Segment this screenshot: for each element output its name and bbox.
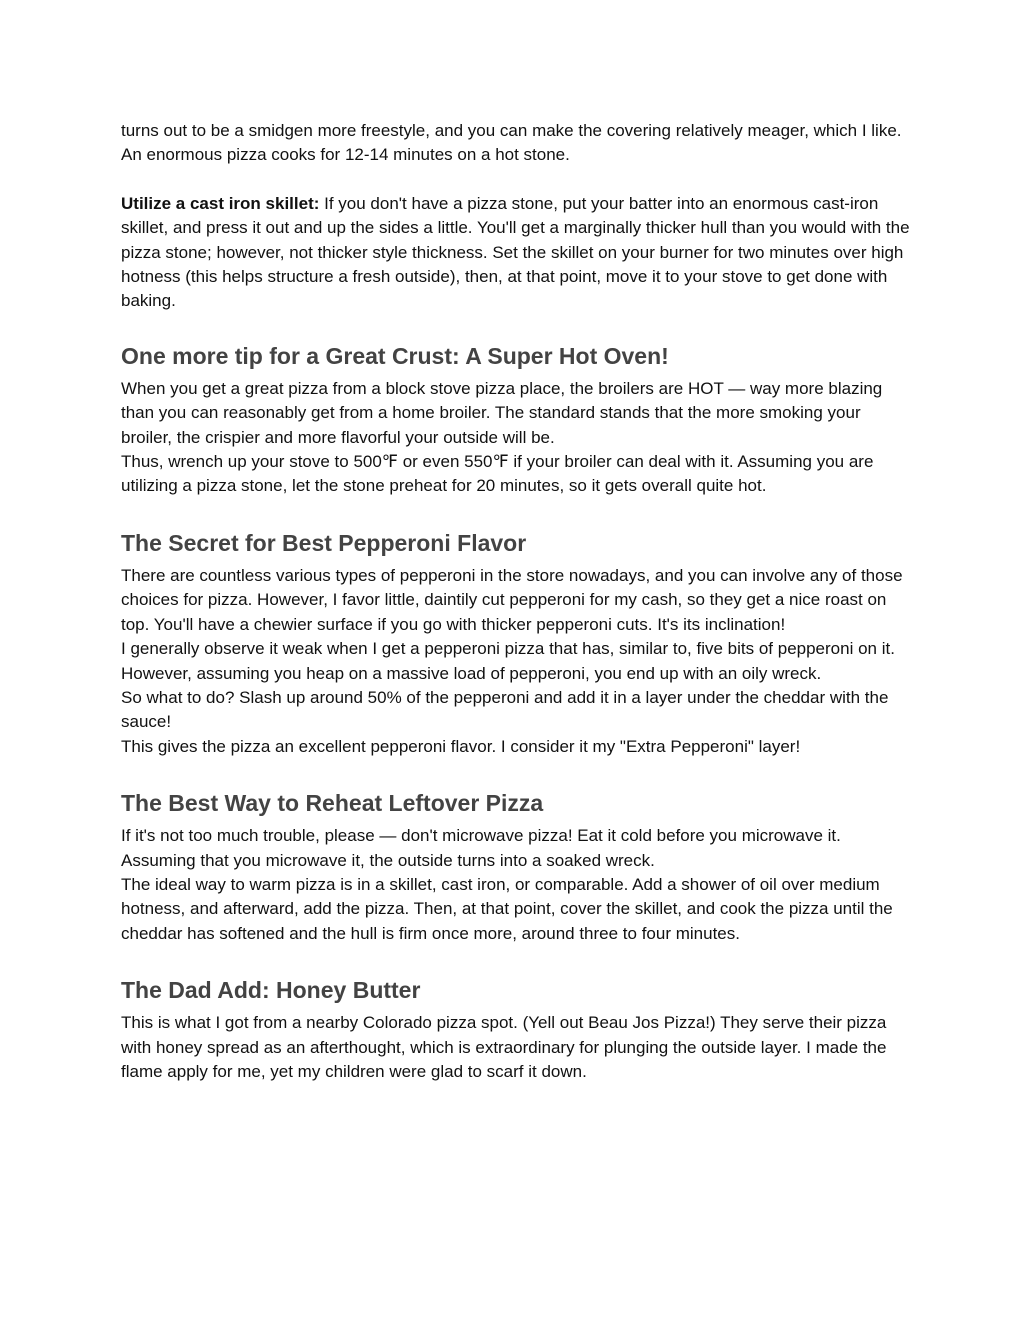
reheat-paragraph-1: If it's not too much trouble, please — don't microwave pizza! Eat it cold before you microwave it. Assuming that you microwave it, the outside turns into a soaked wreck. (121, 826, 841, 870)
section-heading-hot-oven: One more tip for a Great Crust: A Super Hot Oven! (121, 342, 669, 369)
section-heading-pepperoni: The Secret for Best Pepperoni Flavor (121, 529, 527, 556)
skillet-tip-text: If you don't have a pizza stone, put your batter into an enormous cast-iron skillet, and press it out and up the sides a little. You'll get a marginally thicker hull than you would with the pizza stone; however, not thicker style thickness. Set the skillet on your burner for two minutes over high hotness (this helps structure a fresh outside), then, at that point, move it to your stove to get done with baking. (121, 193, 910, 311)
pepperoni-paragraph-1: There are countless various types of pepperoni in the store nowadays, and you can involve any of those choices for pizza. However, I favor little, daintily cut pepperoni for my cash, so they get a nice roast on top. You'll have a chewier surface if you go with thicker pepperoni cuts. It's its inclination! (121, 565, 903, 634)
pepperoni-paragraph-3: So what to do? Slash up around 50% of the pepperoni and add it in a layer under the cheddar with the sauce! (121, 687, 889, 732)
document-page (121, 119, 911, 1084)
pepperoni-paragraph-2: I generally observe it weak when I get a pepperoni pizza that has, similar to, five bits of pepperoni on it. However, assuming you heap on a massive load of pepperoni, you end up with an oily wreck. (121, 639, 895, 683)
section-heading-reheat: The Best Way to Reheat Leftover Pizza (121, 790, 544, 817)
reheat-paragraph-2: The ideal way to warm pizza is in a skillet, cast iron, or comparable. Add a shower of oil over medium hotness, and afterward, add the pizza. Then, at that point, cover the skillet, and cook the pizza until the cheddar has softened and the hull is firm once more, around three to four minutes. (121, 874, 893, 943)
intro-paragraph: turns out to be a smidgen more freestyle, and you can make the covering relatively meager, which I like. An enormous pizza cooks for 12-14 minutes on a hot stone. (121, 121, 902, 165)
pepperoni-paragraph-4: This gives the pizza an excellent pepperoni flavor. I consider it my "Extra Pepperoni" layer! (121, 736, 801, 756)
skillet-tip-paragraph (121, 192, 911, 314)
paragraph-gap (121, 168, 911, 192)
honey-butter-paragraph: This is what I got from a nearby Colorado pizza spot. (Yell out Beau Jos Pizza!) They serve their pizza with honey spread as an afterthought, which is extraordinary for plunging the outside layer. I made the flame apply for me, yet my children were glad to scarf it down. (121, 1013, 887, 1081)
hot-oven-paragraph-2: Thus, wrench up your stove to 500℉ or even 550℉ if your broiler can deal with it. Assuming you are utilizing a pizza stone, let the stone preheat for 20 minutes, so it gets overall quite hot. (121, 452, 874, 496)
skillet-tip-label: Utilize a cast iron skillet: (121, 193, 320, 213)
hot-oven-paragraph-1: When you get a great pizza from a block stove pizza place, the broilers are HOT — way more blazing than you can reasonably get from a home broiler. The standard stands that the more smoking your broiler, the crispier and more flavorful your outside will be. (121, 378, 883, 447)
section-heading-honey-butter: The Dad Add: Honey Butter (121, 977, 421, 1004)
